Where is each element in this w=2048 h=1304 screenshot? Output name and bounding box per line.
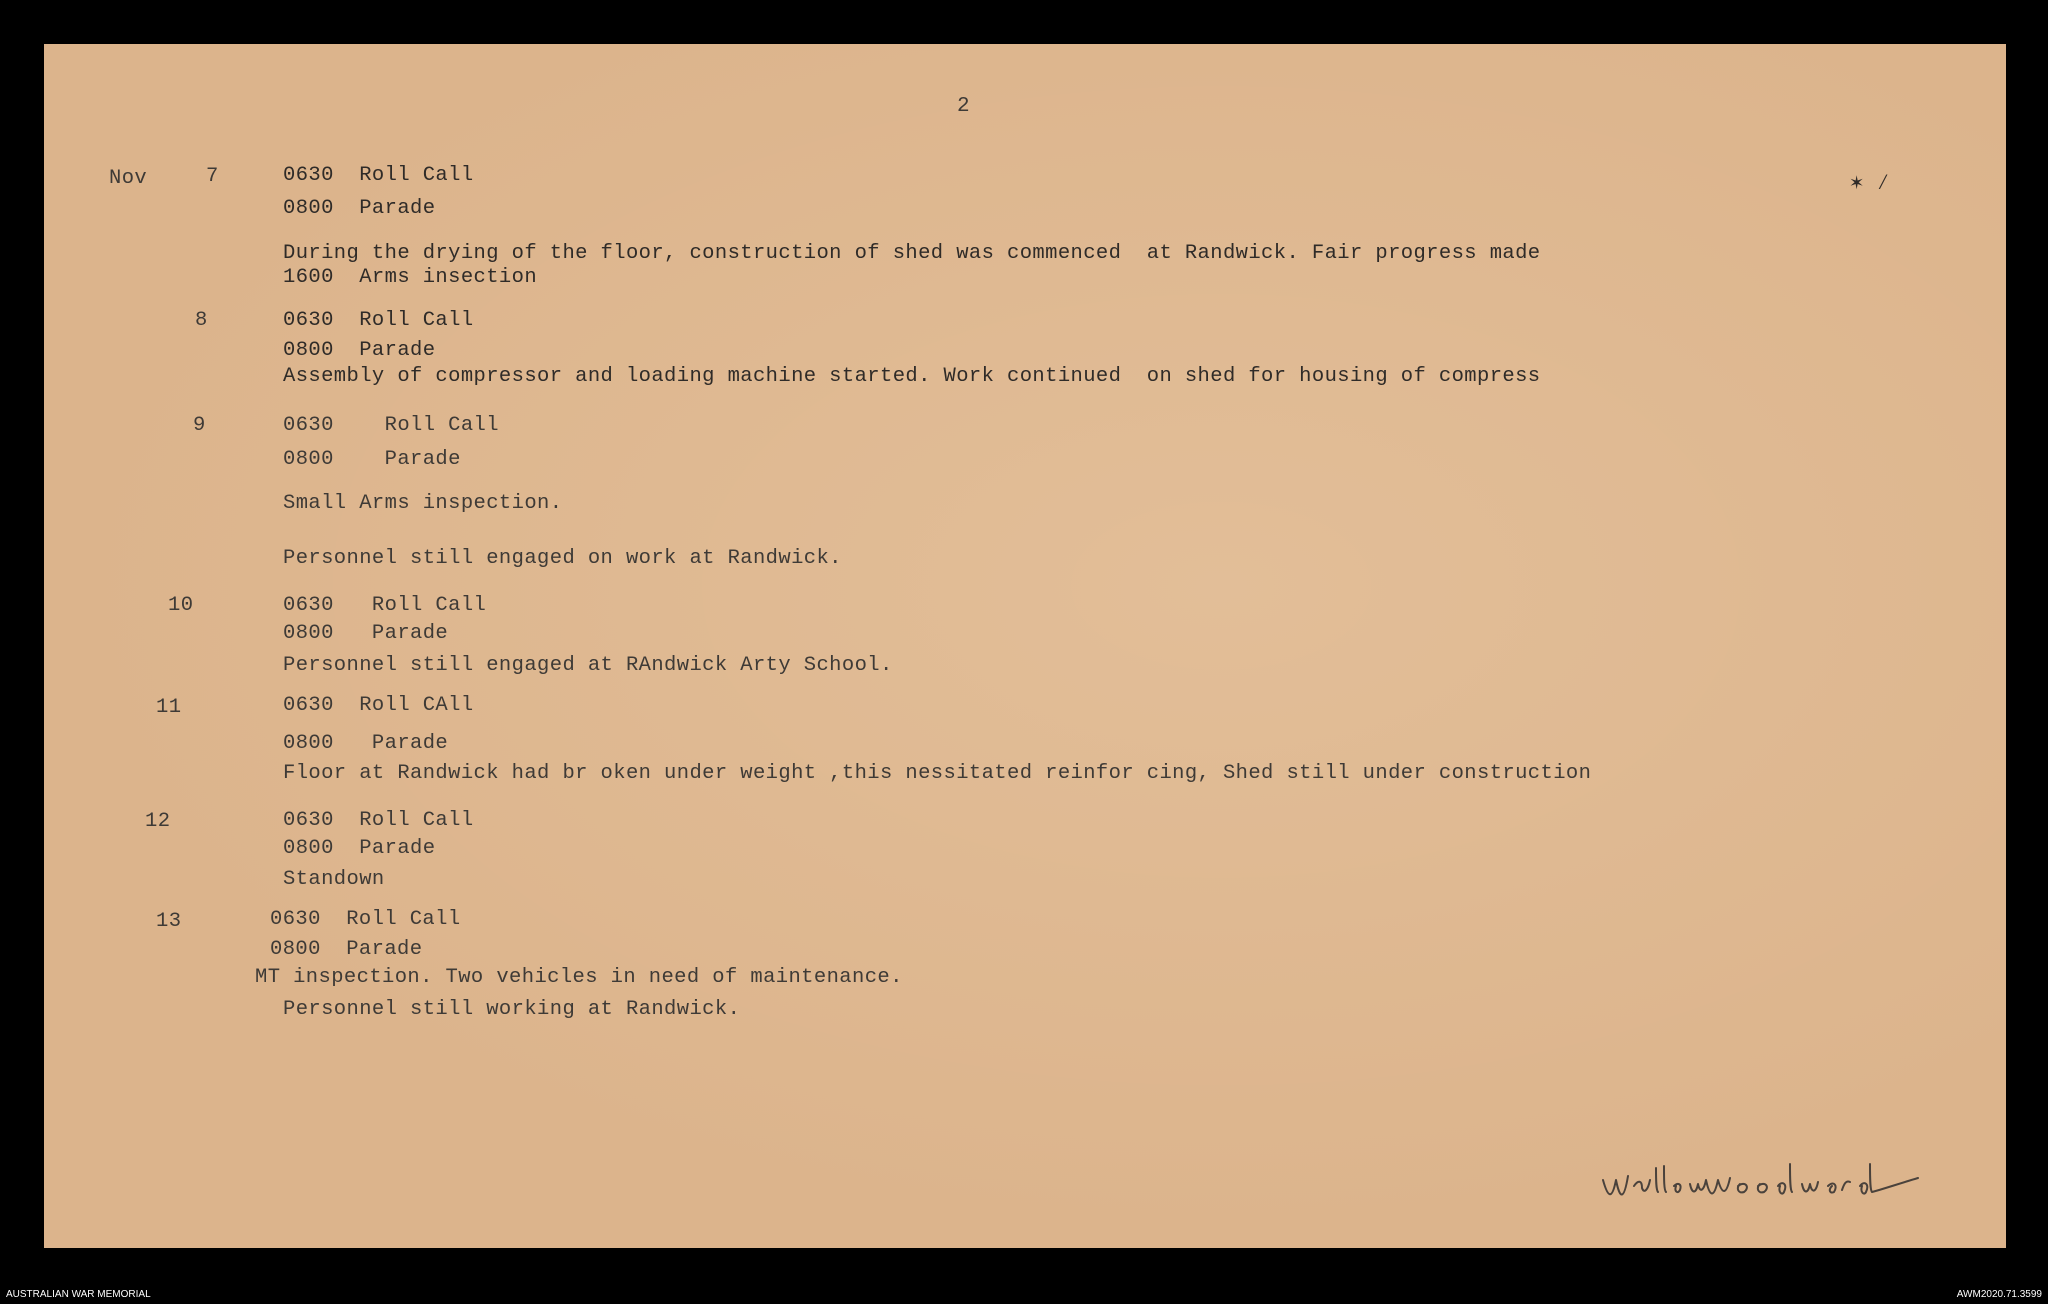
entry-line: 0630 Roll Call [283,594,487,617]
day-number: 10 [168,594,194,617]
entry-line: Standown [283,868,385,891]
entry-line: Floor at Randwick had br oken under weight ,this nessitated reinfor cing, Shed still under construction [283,762,1592,785]
entry-line: 0630 Roll Call [283,809,474,832]
entry-line: 0800 Parade [283,622,449,645]
day-number: 12 [145,810,171,833]
entry-line: 0800 Parade [283,339,436,362]
page-number: 2 [957,95,970,118]
entry-line: Personnel still engaged on work at Randwick. [283,547,842,570]
entry-line: 0630 Roll Call [283,164,474,187]
entry-line: 0800 Parade [283,448,461,471]
entry-line: Small Arms inspection. [283,492,563,515]
entry-line: 0630 Roll Call [283,414,499,437]
entry-line: Assembly of compressor and loading machine started. Work continued on shed for housing of compress [283,365,1541,388]
footer-credit: AUSTRALIAN WAR MEMORIAL [6,1289,151,1300]
month-label: Nov [109,167,148,190]
entry-line: Personnel still working at Randwick. [283,998,741,1021]
footer-accession-number: AWM2020.71.3599 [1956,1289,2042,1300]
day-number: 9 [193,414,206,437]
entry-line: 0800 Parade [283,197,436,220]
day-number: 8 [195,309,208,332]
day-number: 7 [206,165,219,188]
entry-line: 0800 Parade [283,732,449,755]
ink-mark-icon: ✶ ⁄ [1850,171,1890,196]
document-page [44,44,2006,1248]
entry-line: 0630 Roll Call [270,908,461,931]
entry-line: 0800 Parade [270,938,423,961]
entry-line: MT inspection. Two vehicles in need of maintenance. [255,966,903,989]
signature-icon [1598,1150,1938,1210]
entry-line: 0800 Parade [283,837,436,860]
entry-line: 0630 Roll Call [283,309,474,332]
entry-line: Personnel still engaged at RAndwick Arty School. [283,654,893,677]
entry-line: During the drying of the floor, construction of shed was commenced at Randwick. Fair progress made [283,242,1541,265]
entry-line: 0630 Roll CAll [283,694,474,717]
day-number: 11 [156,696,182,719]
day-number: 13 [156,910,182,933]
entry-line: 1600 Arms insection [283,266,538,289]
